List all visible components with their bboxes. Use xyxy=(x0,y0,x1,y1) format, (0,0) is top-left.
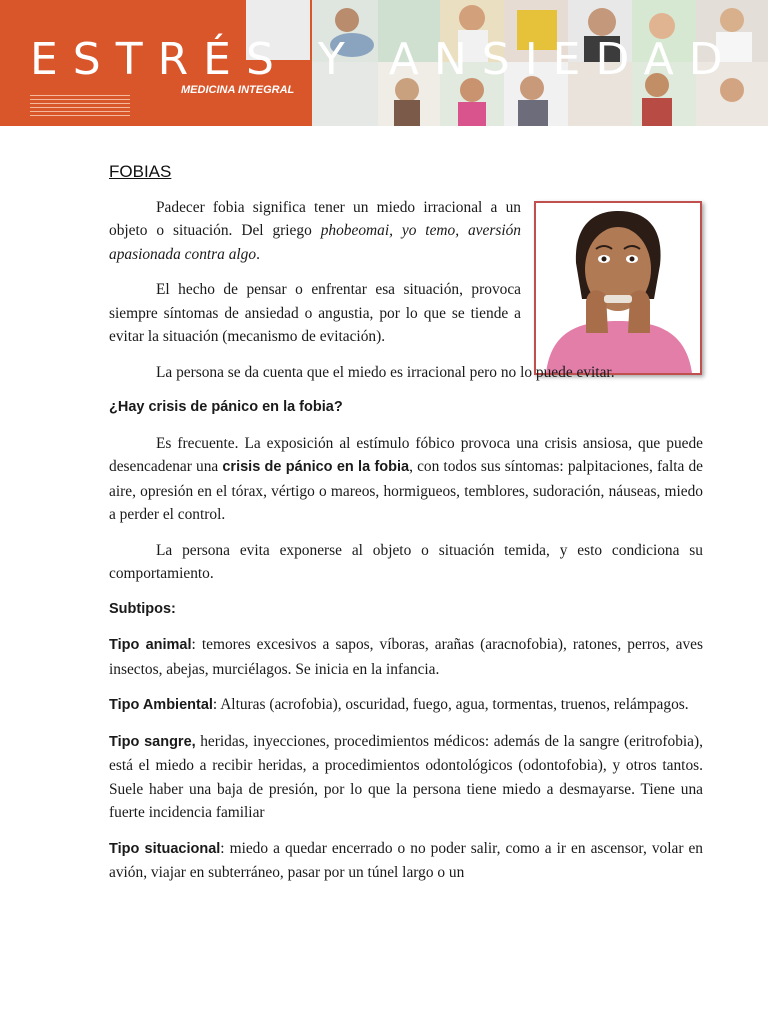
subtype-blood xyxy=(109,730,703,825)
subtype-description: heridas, inyecciones, procedimientos médicos: además de la sangre (eritrofobia), está el miedo a recibir heridas, a procedimientos odontológicos (odontofobia), y otros tantos. Suele haber una baja de presión, por lo que la persona tiene miedo a desmayarse. Tiene una fuerte incidencia familiar xyxy=(109,732,703,821)
header-banner xyxy=(0,0,768,126)
paragraph-panic-symptoms: , con todos sus síntomas: palpitaciones, falta de aire, opresión en el tórax, vértigo o mareos, hormigueos, temblores, sudoración, náuseas, miedo a perder el control. xyxy=(109,458,703,523)
banner-title: ESTRÉS Y ANSIEDAD xyxy=(30,34,738,85)
paragraph-avoidance: El hecho de pensar o enfrentar esa situación, provoca siempre síntomas de ansiedad o angustia, por lo que se tiende a evitar la situación (mecanismo de evitación). xyxy=(109,281,521,345)
subtype-label: Tipo situacional xyxy=(109,840,221,857)
banner-subtitle: MEDICINA INTEGRAL xyxy=(181,84,295,96)
subtype-situational xyxy=(109,837,703,885)
subtype-label: Tipo animal xyxy=(109,637,192,653)
paragraph-irrational: La persona se da cuenta que el miedo es irracional pero no lo puede evitar. xyxy=(156,363,615,381)
panic-crisis-emphasis: crisis de pánico en la fobia xyxy=(222,459,410,475)
page-title: FOBIAS xyxy=(109,162,172,181)
subtype-description: : Alturas (acrofobia), oscuridad, fuego, agua, tormentas, truenos, relámpagos. xyxy=(212,696,689,713)
subtype-label: Tipo sangre, xyxy=(109,733,196,750)
paragraph-panic xyxy=(109,432,703,527)
paragraph-definition-text: Padecer fobia significa tener un miedo irracional a un objeto o situación. Del griego xyxy=(109,198,521,239)
banner-fine-print xyxy=(30,95,130,119)
subtype-description: : miedo a quedar encerrado o no poder salir, como a ir en ascensor, volar en avión, viajar en subterráneo, pasar por un túnel largo o un xyxy=(109,839,703,881)
paragraph-panic-text: Es frecuente. La exposición al estímulo fóbico provoca una crisis ansiosa, que puede desencadenar una xyxy=(109,434,703,475)
paragraph-behavior: La persona evita exponerse al objeto o situación temida, y esto condiciona su comportamiento. xyxy=(109,541,703,582)
panic-question-heading: ¿Hay crisis de pánico en la fobia? xyxy=(109,399,343,415)
subtype-environmental xyxy=(109,693,703,718)
subtypes-heading: Subtipos: xyxy=(109,600,176,617)
subtype-label: Tipo Ambiental xyxy=(109,697,213,713)
subtype-animal xyxy=(109,633,703,681)
article-body xyxy=(109,160,703,897)
subtype-description: : temores excesivos a sapos, víboras, arañas (aracnofobia), ratones, perros, aves insectos, abejas, murciélagos. Se inicia en la infancia. xyxy=(109,636,703,678)
greek-etymology: phobeomai, yo temo, aversión apasionada contra algo xyxy=(109,222,521,263)
paragraph-definition-end: . xyxy=(256,245,260,263)
paragraph-definition xyxy=(109,196,521,267)
